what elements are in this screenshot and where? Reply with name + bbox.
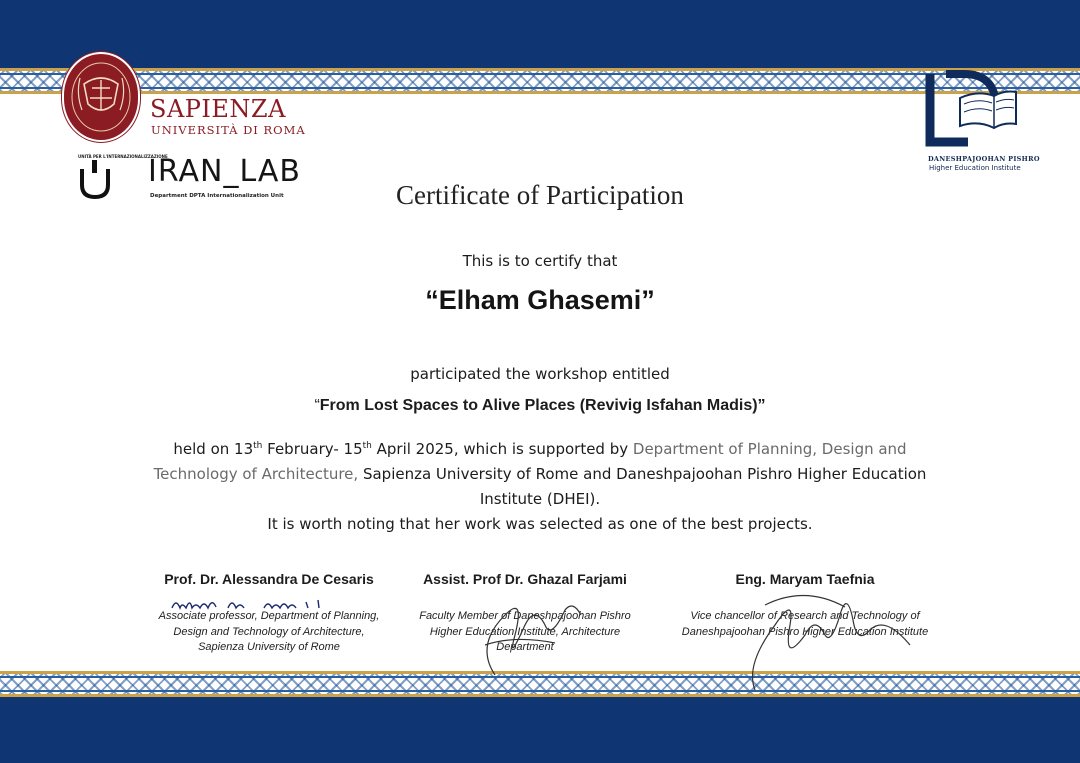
superscript-th-1: th xyxy=(253,441,263,451)
top-blue-band xyxy=(0,0,1080,68)
bottom-blue-band xyxy=(0,697,1080,763)
signatory-1-role-line: Sapienza University of Rome xyxy=(198,641,340,653)
signatory-2-role-line: Department xyxy=(496,641,554,653)
signatory-2 xyxy=(395,571,655,656)
bottom-ornamental-border xyxy=(0,671,1080,697)
held-after-date: April 2025, which is supported by xyxy=(371,440,633,458)
certificate-title: Certificate of Participation xyxy=(396,180,684,210)
workshop-title-text: From Lost Spaces to Alive Places (Revivig Isfahan Madis)” xyxy=(319,397,766,414)
signatory-1 xyxy=(124,571,414,656)
signatory-1-role-line: Associate professor, Department of Planning, xyxy=(158,610,380,622)
signatory-3-name: Eng. Maryam Taefnia xyxy=(735,571,875,587)
held-prefix: held on 13 xyxy=(173,440,254,458)
signatory-3-role-line: Daneshpajoohan Pishro Higher Education Institute xyxy=(681,625,929,638)
unit-caption: UNITÀ PER L'INTERNAZIONALIZZAZIONE xyxy=(78,154,168,159)
department-name: Department of Planning, Design and Technology of Architecture, xyxy=(153,440,907,483)
signatory-1-role-line: Design and Technology of Architecture, xyxy=(173,625,365,638)
certify-line: This is to certify that xyxy=(462,252,618,270)
signatory-3-role xyxy=(660,609,950,640)
held-end: Sapienza University of Rome and Daneshpajoohan Pishro Higher Education Institute (DHEI). xyxy=(358,465,927,508)
workshop-open-quote: “ xyxy=(314,397,320,414)
participated-line: participated the workshop entitled xyxy=(410,365,670,383)
signatory-1-name: Prof. Dr. Alessandra De Cesaris xyxy=(164,571,374,587)
iran-lab-wordmark: IRAN_LAB xyxy=(148,154,301,189)
iran-lab-subtitle: Department DPTA Internationalization Unit xyxy=(150,193,284,199)
sapienza-seal-logo xyxy=(64,54,138,140)
dhei-logo-icon xyxy=(924,68,1020,150)
signatory-3 xyxy=(660,571,950,640)
best-project-note: It is worth noting that her work was selected as one of the best projects. xyxy=(267,515,813,533)
dhei-subtitle: Higher Education Institute xyxy=(929,164,1021,172)
signatory-2-role xyxy=(395,609,655,656)
signatory-3-role-line: Vice chancellor of Research and Technology of xyxy=(690,610,920,622)
certificate-body xyxy=(150,434,930,537)
sapienza-wordmark: SAPIENZA xyxy=(150,95,286,123)
top-ornamental-border xyxy=(0,68,1080,94)
dhei-name: DANESHPAJOOHAN PISHRO xyxy=(928,155,1040,163)
signatory-2-role-line: Faculty Member of Daneshpajoohan Pishro xyxy=(419,610,631,622)
sapienza-seal-icon xyxy=(64,54,138,140)
signatory-2-role-line: Higher Education Institute, Architecture xyxy=(429,625,621,638)
held-mid: February- 15 xyxy=(262,440,363,458)
recipient-name: “Elham Ghasemi” xyxy=(425,285,655,315)
signatory-2-name: Assist. Prof Dr. Ghazal Farjami xyxy=(423,571,627,587)
workshop-title xyxy=(0,397,1080,415)
signatory-1-role xyxy=(124,609,414,656)
sapienza-subtitle: UNIVERSITÀ DI ROMA xyxy=(151,123,306,137)
superscript-th-2: th xyxy=(362,441,372,451)
